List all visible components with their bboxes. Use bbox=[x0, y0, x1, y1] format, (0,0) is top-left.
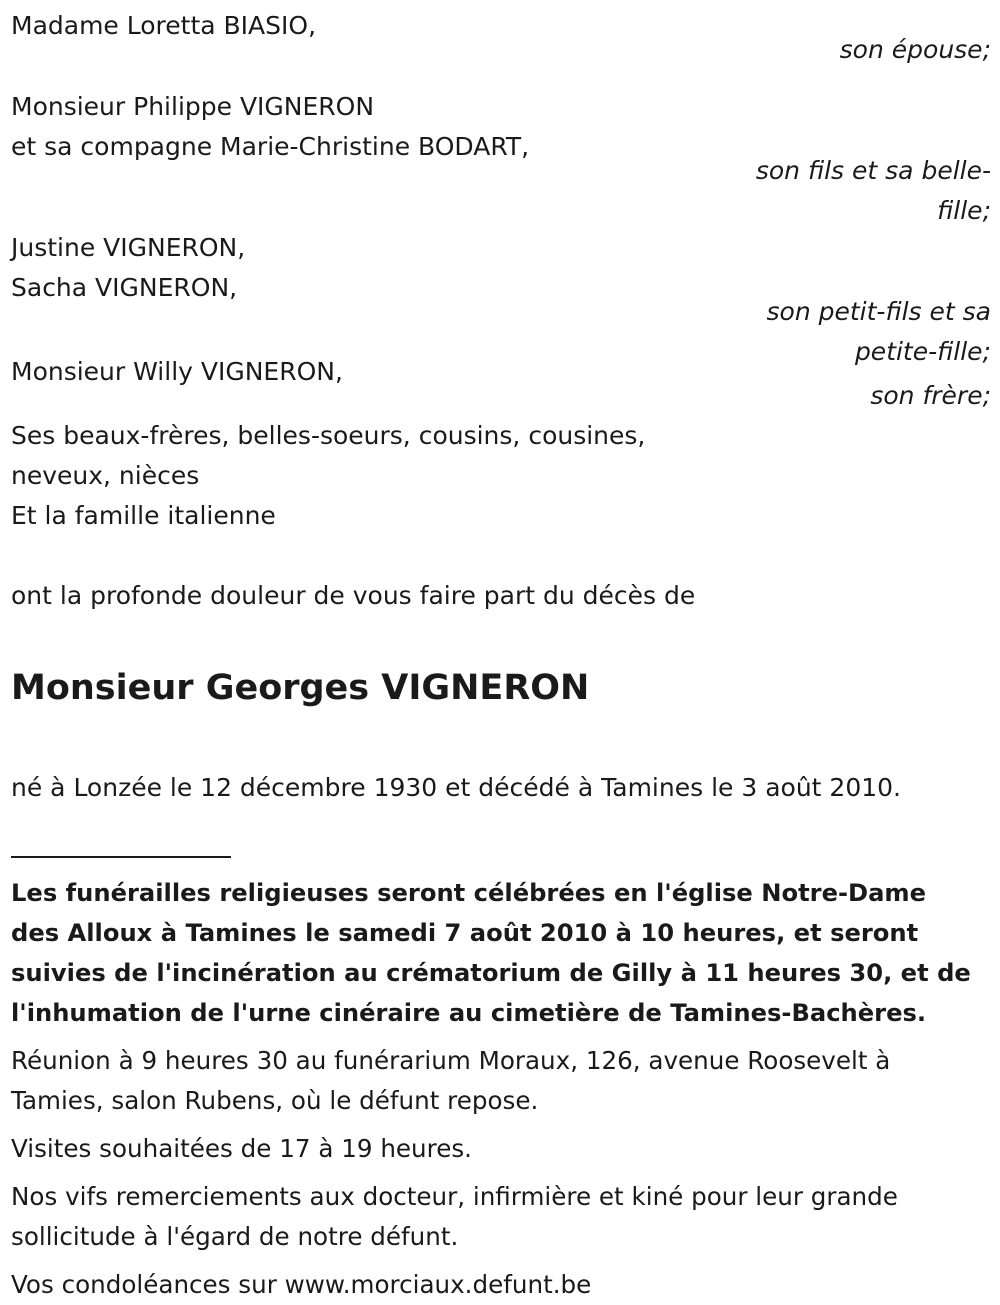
family-role: fille; bbox=[937, 196, 991, 225]
family-name: Justine VIGNERON, bbox=[11, 233, 246, 262]
funeral-details bbox=[11, 873, 991, 1033]
family-role: son frère; bbox=[870, 381, 991, 410]
thanks-details bbox=[11, 1177, 991, 1257]
visits-details bbox=[11, 1129, 991, 1169]
deceased-name: Monsieur Georges VIGNERON bbox=[11, 668, 590, 708]
family-group-grandchildren bbox=[11, 228, 991, 372]
visits-line: Visites souhaitées de 17 à 19 heures. bbox=[11, 1134, 472, 1163]
family-role: son petit-fils et sa bbox=[766, 297, 991, 326]
birth-death-text: né à Lonzée le 12 décembre 1930 et décédé à Tamines le 3 août 2010. bbox=[11, 773, 901, 802]
family-name: Madame Loretta BIASIO, bbox=[11, 11, 317, 40]
family-group-extended bbox=[11, 416, 991, 536]
family-name: Monsieur Philippe VIGNERON bbox=[11, 92, 375, 121]
condolences-details bbox=[11, 1265, 991, 1305]
condolences-line: Vos condoléances sur www.morciaux.defunt.be bbox=[11, 1270, 592, 1299]
separator-rule bbox=[11, 856, 231, 858]
family-name: Et la famille italienne bbox=[11, 501, 276, 530]
funeral-line: Les funérailles religieuses seront célébrées en l'église Notre-Dame bbox=[11, 879, 927, 907]
family-role: petite-fille; bbox=[854, 337, 991, 366]
funeral-line: l'inhumation de l'urne cinéraire au cimetière de Tamines-Bachères. bbox=[11, 999, 927, 1027]
obituary-notice bbox=[11, 6, 991, 1305]
announcement-text: ont la profonde douleur de vous faire part du décès de bbox=[11, 581, 696, 610]
family-name: Monsieur Willy VIGNERON, bbox=[11, 357, 343, 386]
reunion-line: Tamies, salon Rubens, où le défunt repose. bbox=[11, 1086, 539, 1115]
reunion-details bbox=[11, 1041, 991, 1121]
reunion-line: Réunion à 9 heures 30 au funérarium Moraux, 126, avenue Roosevelt à bbox=[11, 1046, 891, 1075]
family-name: Ses beaux-frères, belles-soeurs, cousins, cousines, bbox=[11, 421, 646, 450]
thanks-line: sollicitude à l'égard de notre défunt. bbox=[11, 1222, 459, 1251]
funeral-line: suivies de l'incinération au crématorium de Gilly à 11 heures 30, et de bbox=[11, 959, 971, 987]
funeral-line: des Alloux à Tamines le samedi 7 août 2010 à 10 heures, et seront bbox=[11, 919, 919, 947]
family-group-brother bbox=[11, 352, 991, 416]
family-name: et sa compagne Marie-Christine BODART, bbox=[11, 132, 530, 161]
family-group-spouse bbox=[11, 6, 991, 70]
family-name: neveux, nièces bbox=[11, 461, 200, 490]
family-role: son épouse; bbox=[839, 35, 991, 64]
family-group-son bbox=[11, 87, 991, 231]
thanks-line: Nos vifs remerciements aux docteur, infirmière et kiné pour leur grande bbox=[11, 1182, 898, 1211]
family-role: son fils et sa belle- bbox=[755, 156, 991, 185]
family-name: Sacha VIGNERON, bbox=[11, 273, 238, 302]
